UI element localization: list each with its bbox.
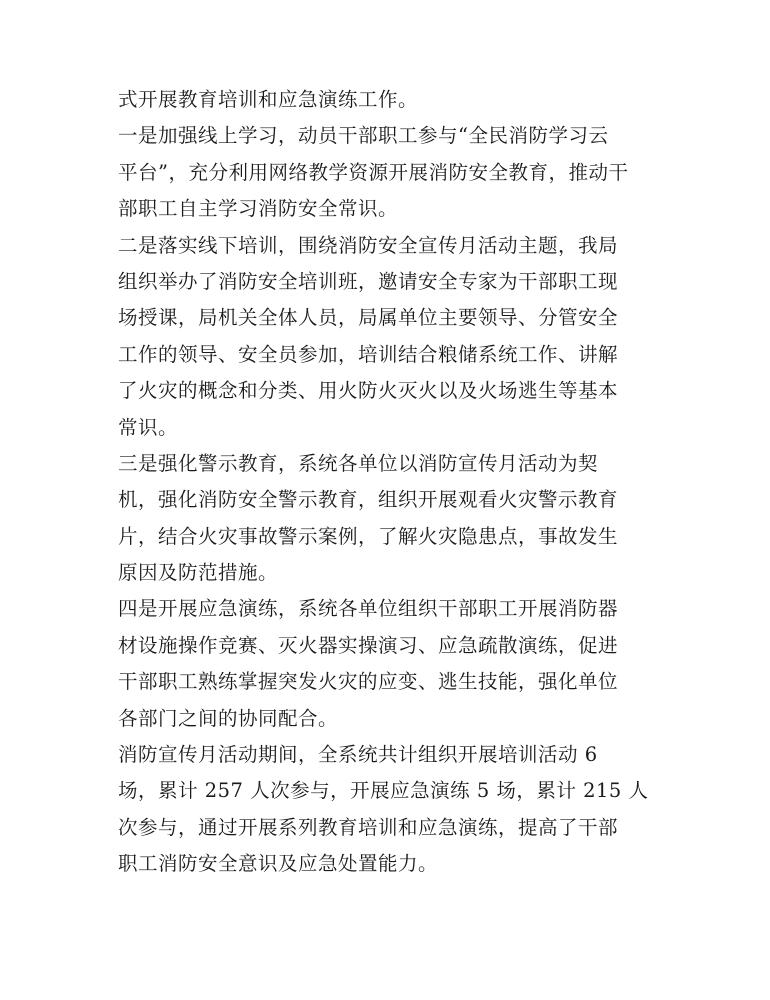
paragraph-offline-training bbox=[118, 228, 648, 446]
paragraph-online-learning bbox=[118, 118, 648, 227]
paragraph-warning-education bbox=[118, 446, 648, 592]
text-line: 四是开展应急演练，系统各单位组织干部职工开展消防器 bbox=[118, 597, 619, 621]
text-line: 场授课，局机关全体人员，局属单位主要领导、分管安全 bbox=[118, 306, 619, 330]
text-line: 了火灾的概念和分类、用火防火灭火以及火场逃生等基本 bbox=[118, 379, 619, 403]
paragraph-intro-continuation bbox=[118, 82, 648, 118]
document-page bbox=[118, 82, 648, 883]
text-line: 各部门之间的协同配合。 bbox=[118, 706, 339, 730]
text-line: 工作的领导、安全员参加，培训结合粮储系统工作、讲解 bbox=[118, 342, 619, 366]
paragraph-emergency-drills bbox=[118, 591, 648, 737]
text-line: 职工消防安全意识及应急处置能力。 bbox=[118, 852, 439, 876]
text-line: 机，强化消防安全警示教育，组织开展观看火灾警示教育 bbox=[118, 488, 619, 512]
text-line: 式开展教育培训和应急演练工作。 bbox=[118, 88, 419, 111]
text-line: 场，累计 257 人次参与，开展应急演练 5 场，累计 215 人 bbox=[118, 779, 649, 803]
text-line: 材设施操作竞赛、灭火器实操演习、应急疏散演练，促进 bbox=[118, 633, 619, 657]
text-line: 部职工自主学习消防安全常识。 bbox=[118, 197, 399, 221]
text-line: 平台”，充分利用网络教学资源开展消防安全教育，推动干 bbox=[118, 160, 629, 184]
text-line: 组织举办了消防安全培训班，邀请安全专家为干部职工现 bbox=[118, 269, 619, 293]
text-line: 二是落实线下培训，围绕消防安全宣传月活动主题，我局 bbox=[118, 233, 619, 257]
text-line: 一是加强线上学习，动员干部职工参与“全民消防学习云 bbox=[118, 124, 609, 148]
text-line: 常识。 bbox=[118, 415, 179, 439]
text-line: 次参与，通过开展系列教育培训和应急演练，提高了干部 bbox=[118, 815, 619, 839]
text-line: 干部职工熟练掌握突发火灾的应变、逃生技能，强化单位 bbox=[118, 670, 619, 694]
paragraph-summary bbox=[118, 737, 648, 883]
text-line: 消防宣传月活动期间，全系统共计组织开展培训活动 6 bbox=[118, 743, 598, 767]
text-line: 三是强化警示教育，系统各单位以消防宣传月活动为契 bbox=[118, 451, 599, 475]
text-line: 原因及防范措施。 bbox=[118, 561, 279, 585]
text-line: 片，结合火灾事故警示案例，了解火灾隐患点，事故发生 bbox=[118, 524, 619, 548]
